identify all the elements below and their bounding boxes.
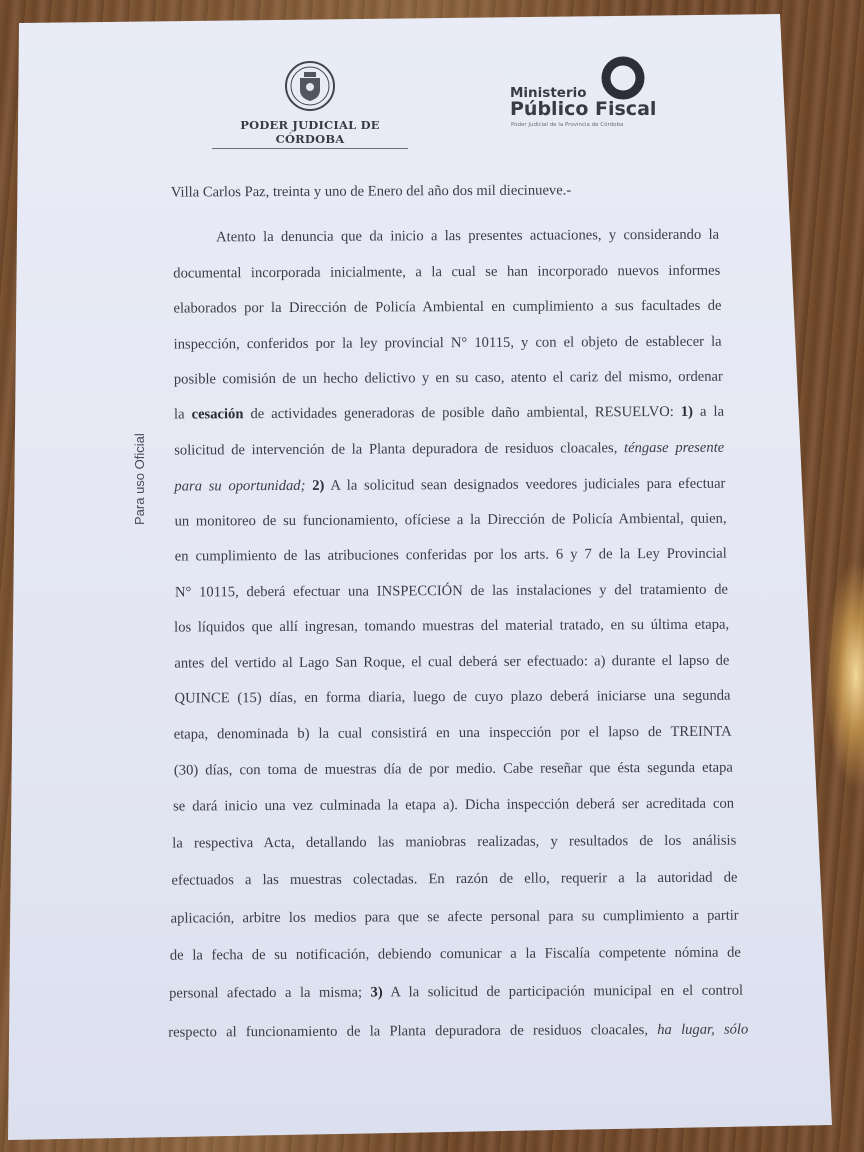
- date-line: Villa Carlos Paz, treinta y uno de Enero del año dos mil diecinueve.-: [170, 182, 572, 201]
- paragraph-line: un monitoreo de su funcionamiento, ofíciese a la Dirección de Policía Ambiental, quien,: [174, 510, 727, 530]
- text-run: de actividades generadoras de posible daño ambiental, RESUELVO:: [243, 403, 681, 423]
- paragraph-line: elaborados por la Dirección de Policía Ambiental en cumplimiento a sus facultades de: [173, 297, 722, 317]
- text-run: solicitud de intervención de la Planta depuradora de residuos cloacales,: [174, 440, 625, 459]
- paragraph-line: Atento la denuncia que da inicio a las presentes actuaciones, y considerando la: [216, 226, 720, 246]
- paragraph-line: QUINCE (15) días, en forma diaria, luego de cuyo plazo deberá iniciarse una segunda: [174, 687, 731, 707]
- bold-item-number: 1): [680, 403, 694, 420]
- paragraph-line: antes del vertido al Lago San Roque, el cual deberá ser efectuado: a) durante el lapso de: [174, 652, 730, 672]
- poder-judicial-label: PODER JUDICIAL DE CÓRDOBA: [212, 118, 408, 149]
- text-run: personal afectado a la misma;: [169, 984, 371, 1002]
- paragraph-line: en cumplimiento de las atribuciones conferidas por los arts. 6 y 7 de la Ley Provincial: [174, 545, 727, 565]
- paragraph-line: [174, 476, 725, 496]
- paragraph-line: [169, 983, 743, 1003]
- paragraph-line: los líquidos que allí ingresan, tomando muestras del material tratado, en su última etapa,: [174, 616, 730, 636]
- text-run: A la solicitud sean designados veedores judiciales para efectuar: [324, 475, 726, 494]
- italic-run: téngase presente: [623, 439, 725, 457]
- mpf-subtitle: Poder Judicial de la Provincia de Córdoba: [511, 122, 624, 128]
- coat-of-arms-seal-icon: [284, 60, 336, 112]
- italic-run: ha lugar, sólo: [657, 1021, 749, 1039]
- para-uso-oficial-label: Para uso Oficial: [132, 433, 147, 525]
- ministerio-label: Ministerio: [510, 85, 587, 101]
- text-run: a la: [692, 403, 725, 420]
- paragraph-line: efectuados a las muestras colectadas. En razón de ello, requerir a la autoridad de: [171, 869, 738, 889]
- paragraph-line: se dará inicio una vez culminada la etapa a). Dicha inspección deberá ser acreditada con: [173, 795, 735, 815]
- paragraph-line: (30) días, con toma de muestras día de por medio. Cabe reseñar que ésta segunda etapa: [173, 759, 733, 779]
- paragraph-line: posible comisión de un hecho delictivo y en su caso, atento el cariz del mismo, ordenar: [173, 368, 723, 388]
- text-run: A la solicitud de participación municipal en el control: [382, 982, 744, 1001]
- paragraph-line: inspección, conferidos por la ley provincial N° 10115, y con el objeto de establecer la: [173, 333, 722, 353]
- italic-run: para su oportunidad;: [174, 477, 306, 495]
- mpf-ring-logo-icon: [594, 55, 652, 101]
- text-run: la: [173, 406, 192, 423]
- publico-fiscal-label: Público Fiscal: [510, 98, 657, 120]
- paragraph-line: [168, 1022, 748, 1042]
- paragraph-line: etapa, denominada b) la cual consistirá en una inspección por el lapso de TREINTA: [173, 723, 732, 743]
- paragraph-line: la respectiva Acta, detallando las maniobras realizadas, y resultados de los análisis: [172, 832, 737, 852]
- paragraph-line: documental incorporada inicialmente, a la cual se han incorporado nuevos informes: [173, 262, 721, 282]
- poder-judicial-header: [212, 60, 408, 149]
- paragraph-line: N° 10115, deberá efectuar una INSPECCIÓN de las instalaciones y del tratamiento de: [174, 581, 728, 601]
- paragraph-line: aplicación, arbitre los medios para que se afecte personal para su cumplimiento a partir: [170, 907, 739, 927]
- bold-item-number: 3): [370, 984, 383, 1001]
- text-run: respecto al funcionamiento de la Planta depuradora de residuos cloacales,: [168, 1022, 658, 1041]
- bold-item-number: 2): [312, 477, 325, 494]
- paragraph-line: de la fecha de su notificación, debiendo comunicar a la Fiscalía competente nómina de: [169, 944, 741, 964]
- bold-term-cesacion: cesación: [191, 406, 244, 423]
- paragraph-line: [174, 440, 724, 460]
- paragraph-line: [174, 404, 724, 424]
